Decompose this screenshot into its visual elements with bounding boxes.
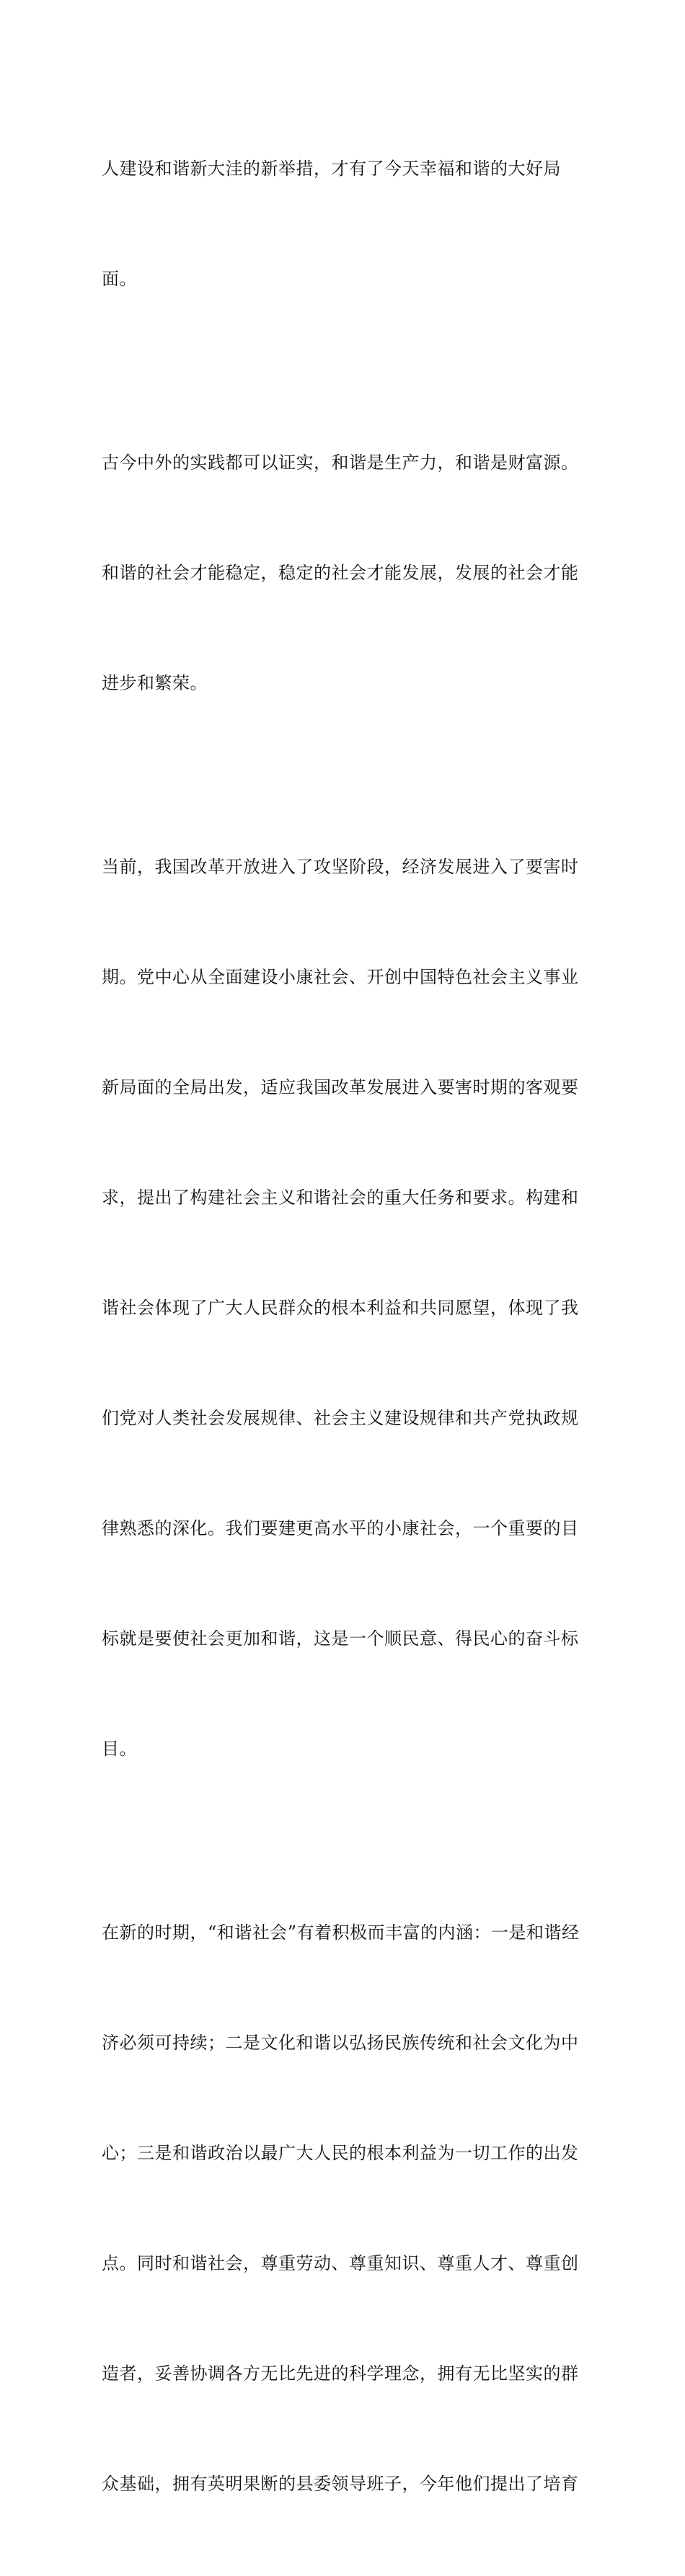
paragraph-1 xyxy=(102,77,592,371)
text-line: 造者，妥善协调各方无比先进的科学理念，拥有无比坚实的群 xyxy=(102,2363,579,2384)
text-line: 目。 xyxy=(102,1739,137,1759)
paragraph-2 xyxy=(102,371,592,775)
text-line: 和谐的社会才能稳定，稳定的社会才能发展，发展的社会才能 xyxy=(102,563,579,583)
text-line: 面。 xyxy=(102,269,137,289)
text-line: 新局面的全局出发，适应我国改革发展进入要害时期的客观要 xyxy=(102,1077,579,1097)
text-line: 们党对人类社会发展规律、社会主义建设规律和共产党执政规 xyxy=(102,1408,579,1428)
document-body xyxy=(102,77,592,2576)
text-line: 古今中外的实践都可以证实，和谐是生产力，和谐是财富源。 xyxy=(102,453,579,473)
text-line: 律熟悉的深化。我们要建更高水平的小康社会，一个重要的目 xyxy=(102,1518,579,1538)
paragraph-3 xyxy=(102,775,592,1841)
text-line: 人建设和谐新大洼的新举措，才有了今天幸福和谐的大好局 xyxy=(102,159,561,179)
text-line: 标就是要使社会更加和谐，这是一个顺民意、得民心的奋斗标 xyxy=(102,1628,579,1649)
text-line: 济必须可持续；二是文化和谐以弘扬民族传统和社会文化为中 xyxy=(102,2033,579,2053)
text-line: 在新的时期，“和谐社会”有着积极而丰富的内涵：一是和谐经 xyxy=(102,1922,580,1943)
text-line: 众基础，拥有英明果断的县委领导班子，今年他们提出了培育 xyxy=(102,2474,579,2494)
text-line: 点。同时和谐社会，尊重劳动、尊重知识、尊重人才、尊重创 xyxy=(102,2253,579,2273)
text-line: 当前，我国改革开放进入了攻坚阶段，经济发展进入了要害时 xyxy=(102,857,579,877)
text-line: 进步和繁荣。 xyxy=(102,673,208,693)
paragraph-4 xyxy=(102,1841,592,2576)
text-line: 心；三是和谐政治以最广大人民的根本利益为一切工作的出发 xyxy=(102,2143,579,2163)
text-line: 谐社会体现了广大人民群众的根本利益和共同愿望，体现了我 xyxy=(102,1298,579,1318)
text-line: 求，提出了构建社会主义和谐社会的重大任务和要求。构建和 xyxy=(102,1187,579,1208)
text-line: 期。党中心从全面建设小康社会、开创中国特色社会主义事业 xyxy=(102,967,579,987)
